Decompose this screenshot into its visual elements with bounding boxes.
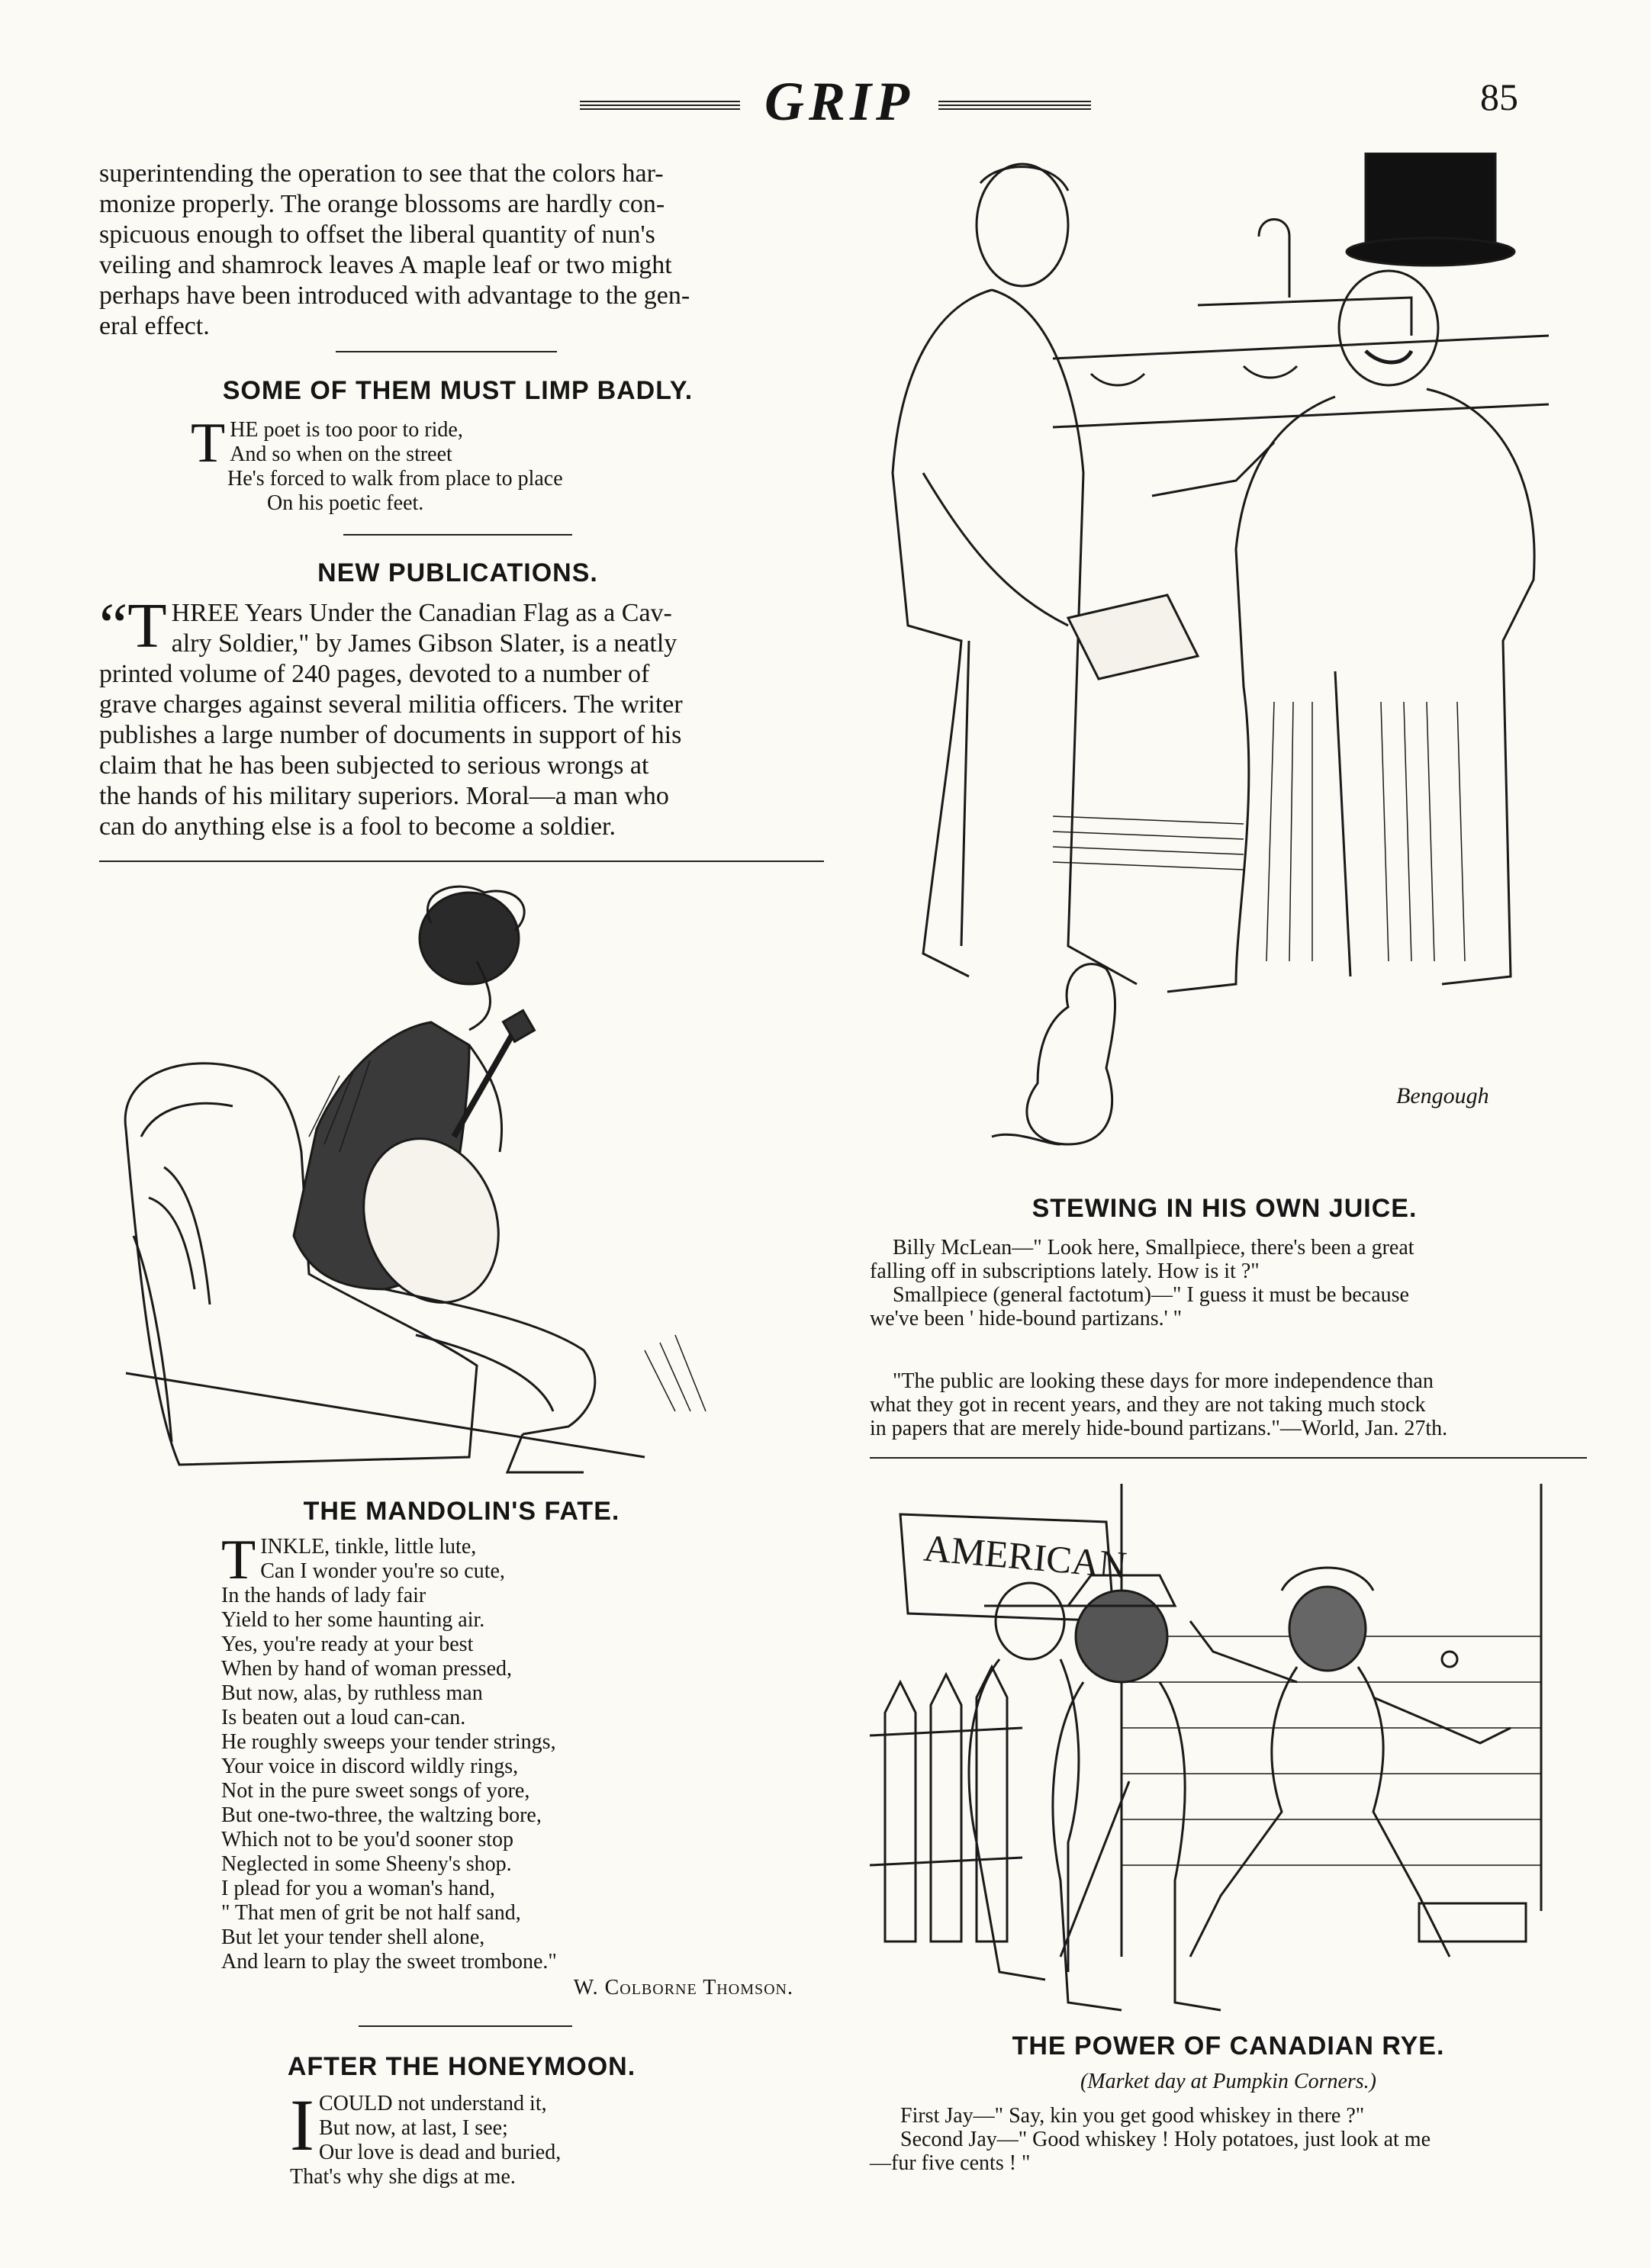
honeymoon-poem-heading: AFTER THE HONEYMOON. xyxy=(287,2052,636,2081)
masthead-rule-left xyxy=(580,101,740,111)
mandolin-poem-heading: THE MANDOLIN'S FATE. xyxy=(303,1497,620,1526)
stewing-illustration xyxy=(877,153,1556,1175)
divider xyxy=(343,534,572,536)
mandolin-poem: T INKLE, tinkle, little lute, Can I wonder you're so cute, In the hands of lady fair Yield to her some haunting air. Yes, you're ready at your best When by hand of woman pressed, But now, alas, by ruthless man Is beaten out a loud can-can. He roughly sweeps your tender strings, Your voice in discord wildly rings, Not in the pure sweet songs of yore, But one-two-three, the waltzing bore, Which not to be you'd sooner stop Neglected in some Sheeny's shop. I plead for you a woman's hand, " That men of grit be not half sand, But let your tender shell alone, And learn to play the sweet trombone." xyxy=(221,1529,557,1974)
limp-poem: T HE poet is too poor to ride, And so when on the street He's forced to walk from place to place On his poetic feet. xyxy=(191,412,563,515)
rye-subheading: (Market day at Pumpkin Corners.) xyxy=(1080,2070,1377,2093)
divider xyxy=(336,351,557,352)
dropcap: T xyxy=(191,412,226,475)
rye-heading: THE POWER OF CANADIAN RYE. xyxy=(1012,2032,1445,2061)
mandolin-poem-author: W. Colborne Thomson. xyxy=(573,1976,793,1999)
stewing-dialogue: Billy McLean—" Look here, Smallpiece, there's been a great falling off in subscriptions lately. How is it ?" Smallpiece (general factotum)—" I guess it must be because we've been ' hide-bound partizans.' " xyxy=(870,1236,1414,1330)
saloon-sign-text: AMERICAN xyxy=(922,1526,1129,1587)
page-number: 85 xyxy=(1480,76,1518,118)
mandolin-player-image xyxy=(111,877,813,1480)
dropcap: “T xyxy=(99,590,167,661)
honeymoon-poem: I COULD not understand it, But now, at last, I see; Our love is dead and buried, That's why she digs at me. xyxy=(290,2084,562,2189)
artist-signature: Bengough xyxy=(1396,1083,1489,1108)
masthead-title: GRIP xyxy=(764,71,915,132)
stewing-cartoon-image xyxy=(877,153,1556,1175)
rye-cartoon-image xyxy=(870,1484,1587,2025)
new-publications-heading: NEW PUBLICATIONS. xyxy=(317,558,598,587)
dropcap: I xyxy=(290,2084,314,2166)
limp-poem-heading: SOME OF THEM MUST LIMP BADLY. xyxy=(222,376,694,405)
masthead xyxy=(0,67,1651,136)
stewing-quote: "The public are looking these days for more independence than what they got in recent years, and they are not taking much stock in papers that are merely hide-bound partizans."—World, Jan. 27th. xyxy=(870,1369,1448,1440)
section-divider xyxy=(870,1457,1587,1459)
divider xyxy=(359,2025,572,2027)
mandolin-illustration xyxy=(111,877,813,1480)
stewing-heading: STEWING IN HIS OWN JUICE. xyxy=(1031,1194,1418,1223)
rye-dialogue: First Jay—" Say, kin you get good whiskey in there ?" Second Jay—" Good whiskey ! Holy potatoes, just look at me —fur five cents ! " xyxy=(870,2104,1431,2175)
section-divider xyxy=(99,861,824,862)
intro-paragraph: superintending the operation to see that the colors har- monize properly. The orange blossoms are hardly con- spicuous enough to offset the liberal quantity of nun's veiling and shamrock leaves A maple leaf or two might perhaps have been introduced with advantage to the gen- eral effect. xyxy=(99,159,690,340)
masthead-rule-right xyxy=(938,101,1091,111)
new-publications-paragraph: “T HREE Years Under the Canadian Flag as a Cav- alry Soldier," by James Gibson Slater, is a neatly printed volume of 240 pages, devoted to a number of grave charges against several militia officers. The writer publishes a large number of documents in support of his claim that he has been subjected to serious wrongs at the hands of his military superiors. Moral—a man who can do anything else is a fool to become a soldier. xyxy=(99,590,683,841)
rye-illustration xyxy=(870,1484,1587,2025)
dropcap: T xyxy=(221,1529,256,1591)
